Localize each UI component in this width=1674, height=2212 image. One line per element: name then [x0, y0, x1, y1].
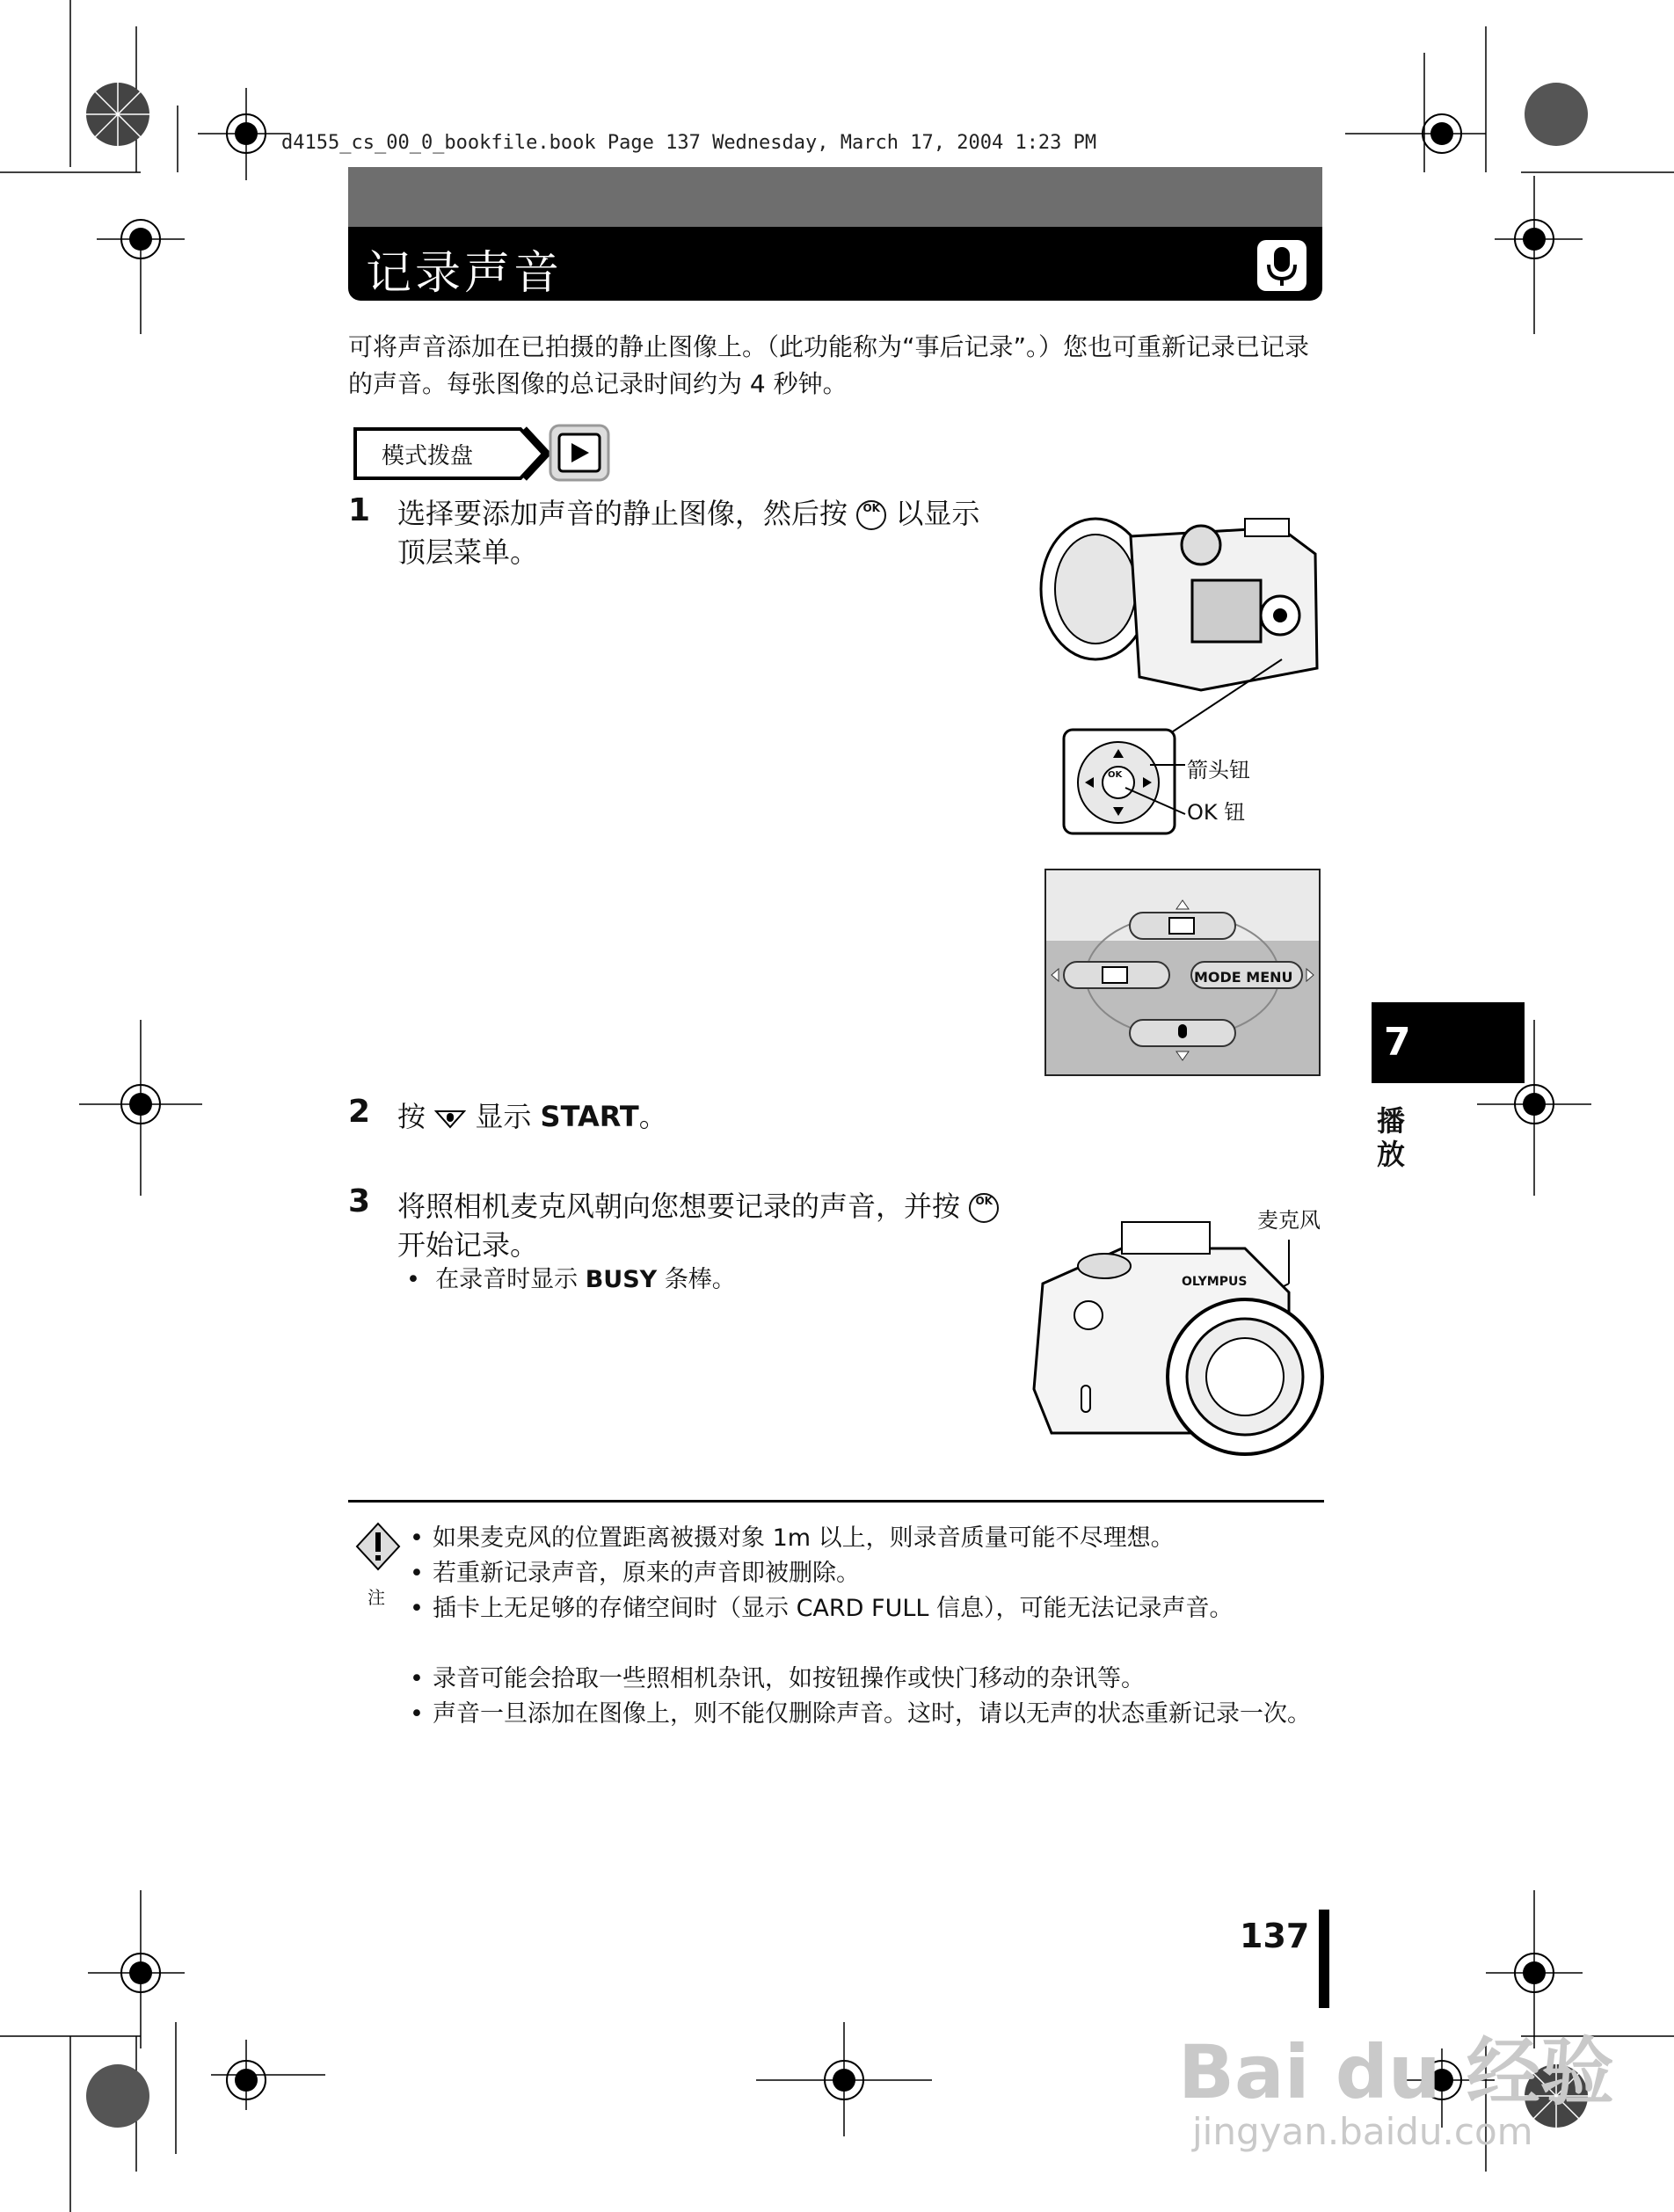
step-3-bullet-b: 条棒。: [664, 1266, 736, 1293]
step-2-number: 2: [348, 1094, 371, 1130]
title-grey-band: [348, 167, 1322, 227]
step-3-bullet-a: 在录音时显示: [435, 1266, 579, 1293]
note-icon: [353, 1520, 403, 1576]
note-item: [410, 1592, 1321, 1626]
step-1-number: 1: [348, 492, 371, 528]
chapter-label: 播放: [1377, 1104, 1406, 1171]
camera-front-illustration: [1025, 1213, 1329, 1468]
step-2-text-b: 显示: [475, 1100, 532, 1133]
note-item: [410, 1557, 1321, 1590]
note-section: [348, 1500, 1324, 1766]
step-1-text-b: 以显示顶层菜单。: [397, 497, 980, 569]
top-menu-screen: [1044, 869, 1321, 1076]
note-item: [410, 1522, 1321, 1555]
ok-button-glyph: OK: [1108, 770, 1123, 780]
ok-button-icon: OK: [856, 500, 886, 530]
note-label: 注: [368, 1587, 385, 1608]
step-2-text-c: 。: [638, 1100, 667, 1133]
ok-button-label: OK 钮: [1187, 800, 1246, 825]
start-label: START: [540, 1100, 639, 1133]
step-1-text-a: 选择要添加声音的静止图像，然后按: [397, 497, 848, 530]
camera-brand-label: OLYMPUS: [1182, 1275, 1248, 1289]
chapter-tab: [1372, 1002, 1525, 1083]
microphone-callout-label: 麦克风: [1257, 1208, 1321, 1233]
ok-button-icon: OK: [969, 1193, 999, 1223]
step-2-text: [397, 1097, 667, 1136]
page-number: 137: [1240, 1917, 1310, 1955]
note-item-text: 声音一旦添加在图像上，则不能仅删除声音。这时，请以无声的状态重新记录一次。: [433, 1700, 1311, 1728]
mode-menu-label: MODE MENU: [1194, 969, 1293, 986]
watermark-url: jingyan.baidu.com: [1192, 2110, 1533, 2153]
step-3-text-b: 开始记录。: [397, 1228, 539, 1262]
microphone-icon: [1257, 240, 1306, 291]
bullet-dot: •: [410, 1524, 424, 1552]
busy-label: BUSY: [585, 1266, 658, 1293]
step-3-text: [397, 1187, 1004, 1264]
note-item-text: 若重新记录声音，原来的声音即被删除。: [433, 1560, 860, 1587]
bullet-dot: •: [410, 1560, 424, 1587]
note-item: [410, 1663, 1321, 1696]
bullet-dot: •: [410, 1665, 424, 1692]
watermark-logo: Bai du 经验: [1178, 2029, 1614, 2115]
arrow-button-label: 箭头钮: [1187, 758, 1250, 782]
note-item-text: 录音可能会拾取一些照相机杂讯，如按钮操作或快门移动的杂讯等。: [433, 1665, 1145, 1692]
bullet-dot: •: [410, 1595, 424, 1622]
down-arrow-button-icon: [434, 1108, 466, 1129]
note-item-text: 插卡上无足够的存储空间时（显示 CARD FULL 信息），可能无法记录声音。: [433, 1595, 1234, 1622]
print-header: d4155_cs_00_0_bookfile.book Page 137 Wednesday, March 17, 2004 1:23 PM: [281, 132, 1097, 154]
page-number-bar: [1319, 1910, 1329, 2008]
mode-dial-indicator: [352, 420, 615, 491]
mode-dial-label: 模式拨盘: [382, 443, 474, 469]
step-2-text-a: 按: [397, 1100, 426, 1133]
arrow-pad-callout: [1062, 528, 1326, 835]
step-1-text: [397, 494, 995, 571]
chapter-number: 7: [1384, 1020, 1411, 1065]
note-icon-shape: [353, 1520, 403, 1573]
step-3-bullet: [406, 1262, 736, 1298]
intro-paragraph: 可将声音添加在已拍摄的静止图像上。（此功能称为“事后记录”。）您也可重新记录已记录的声音。每张图像的总记录时间约为 4 秒钟。: [348, 332, 1310, 398]
bullet-dot: •: [410, 1700, 424, 1728]
step-3-text-a: 将照相机麦克风朝向您想要记录的声音，并按: [397, 1190, 961, 1223]
note-item: [410, 1698, 1321, 1731]
step-3-number: 3: [348, 1183, 371, 1219]
note-item-text: 如果麦克风的位置距离被摄对象 1m 以上，则录音质量可能不尽理想。: [433, 1524, 1175, 1552]
bullet-dot: •: [406, 1266, 428, 1293]
page-title: 记录声音: [366, 247, 564, 300]
